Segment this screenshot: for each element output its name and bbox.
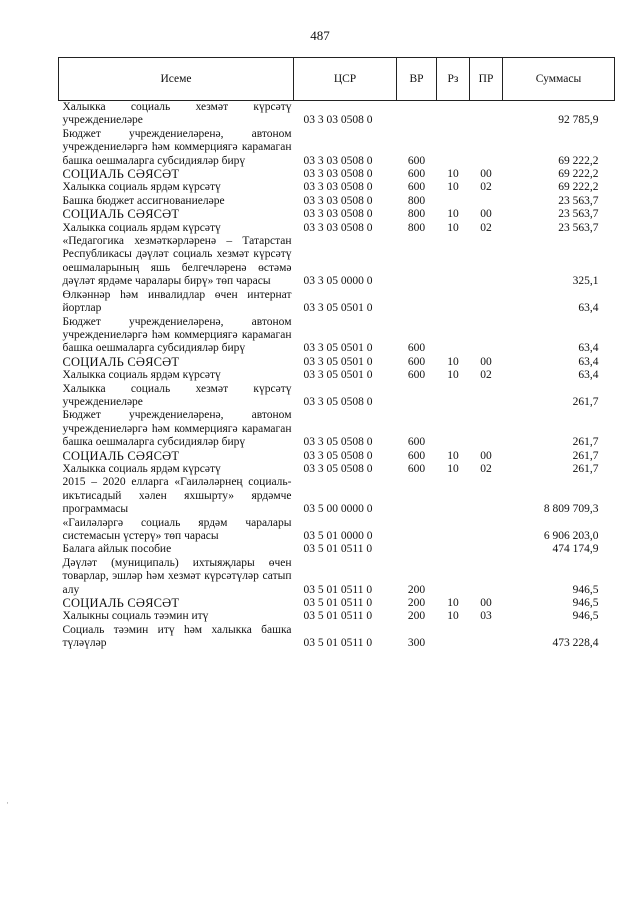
cell-vr xyxy=(397,543,437,556)
cell-csr: 03 3 05 0508 0 xyxy=(303,449,373,462)
cell-csr: 03 3 05 0501 0 xyxy=(303,342,373,355)
cell-name: Халыкка социаль ярдәм күрсәтү xyxy=(62,369,221,382)
cell-rz: 10 xyxy=(447,462,459,475)
table-row xyxy=(59,356,615,369)
header-rz: Рз xyxy=(437,58,470,101)
cell-vr: 600 xyxy=(407,369,426,382)
header-pr: ПР xyxy=(470,58,503,101)
cell-vr: 600 xyxy=(407,462,426,475)
cell-vr: 600 xyxy=(407,168,426,181)
cell-pr xyxy=(470,517,503,544)
cell-rz xyxy=(437,557,470,597)
header-csr: ЦСР xyxy=(294,58,397,101)
cell-pr xyxy=(470,409,503,449)
cell-pr: 00 xyxy=(480,355,492,368)
table-row xyxy=(59,610,615,623)
budget-table xyxy=(58,57,615,651)
cell-csr: 03 3 03 0508 0 xyxy=(303,221,373,234)
cell-vr: 200 xyxy=(407,597,426,610)
cell-rz xyxy=(437,316,470,356)
cell-name: СОЦИАЛЬ СӘЯСӘТ xyxy=(62,448,180,463)
table-row xyxy=(59,624,615,651)
header-name: Исеме xyxy=(59,58,294,101)
cell-sum: 63,4 xyxy=(578,342,599,355)
cell-rz xyxy=(437,543,470,556)
cell-name: Дәүләт (муниципаль) ихтыяҗлары өчен товарлар, эшләр һәм хезмәт күрсәтүләр сатып алу xyxy=(62,556,292,596)
cell-csr: 03 5 01 0511 0 xyxy=(303,637,373,650)
cell-rz xyxy=(437,409,470,449)
cell-csr: 03 3 03 0508 0 xyxy=(303,154,373,167)
cell-csr: 03 3 05 0501 0 xyxy=(303,302,373,315)
cell-rz xyxy=(437,235,470,289)
cell-csr: 03 3 03 0508 0 xyxy=(303,194,373,207)
cell-vr xyxy=(397,383,437,410)
cell-vr: 800 xyxy=(407,194,426,207)
cell-pr: 00 xyxy=(480,208,492,221)
cell-rz: 10 xyxy=(447,610,459,623)
cell-name: СОЦИАЛЬ СӘЯСӘТ xyxy=(62,207,180,222)
table-row xyxy=(59,235,615,289)
table-row xyxy=(59,181,615,194)
cell-sum: 6 906 203,0 xyxy=(543,530,599,542)
cell-rz: 10 xyxy=(447,449,459,462)
table-row xyxy=(59,557,615,597)
cell-vr: 600 xyxy=(407,355,426,368)
cell-name: Өлкәннәр һәм инвалидлар өчен интернат йортлар xyxy=(62,288,292,315)
cell-sum: 69 222,2 xyxy=(558,168,599,181)
cell-name: 2015 – 2020 елларга «Гаиләләрнең социаль-икътисадый хәлен яхшырту» ярдәмче программасы xyxy=(62,476,292,516)
table-row xyxy=(59,517,615,544)
cell-rz xyxy=(437,128,470,168)
cell-csr: 03 5 01 0511 0 xyxy=(303,597,373,610)
cell-rz: 10 xyxy=(447,221,459,234)
cell-csr: 03 3 03 0508 0 xyxy=(303,168,373,181)
cell-name: Бюджет учреждениеләренә, автоном учреждениеләргә һәм коммерциягә карамаган башка оешмаларга субсидияләр бирү xyxy=(62,127,292,167)
cell-sum: 261,7 xyxy=(572,449,599,462)
cell-pr: 00 xyxy=(480,168,492,181)
cell-rz xyxy=(437,476,470,516)
cell-vr: 600 xyxy=(407,154,426,167)
cell-vr xyxy=(397,101,437,128)
cell-sum: 8 809 709,3 xyxy=(543,503,599,516)
cell-name: Халыкка социаль ярдәм күрсәтү xyxy=(62,221,221,234)
cell-sum: 325,1 xyxy=(572,275,599,288)
cell-name: Халыкка социаль ярдәм күрсәтү xyxy=(62,462,221,475)
cell-pr xyxy=(470,316,503,356)
cell-sum: 69 222,2 xyxy=(558,154,599,167)
table-row xyxy=(59,409,615,449)
table-row xyxy=(59,383,615,410)
cell-vr: 600 xyxy=(407,181,426,194)
cell-vr: 800 xyxy=(407,221,426,234)
cell-pr xyxy=(470,128,503,168)
cell-csr: 03 3 05 0501 0 xyxy=(303,355,373,368)
cell-rz xyxy=(437,624,470,651)
cell-csr: 03 3 05 0508 0 xyxy=(303,395,373,408)
cell-pr xyxy=(470,624,503,651)
table-row xyxy=(59,597,615,610)
table-row xyxy=(59,289,615,316)
cell-pr: 00 xyxy=(480,449,492,462)
table-row xyxy=(59,208,615,221)
cell-vr xyxy=(397,289,437,316)
cell-sum: 261,7 xyxy=(572,436,599,449)
table-row xyxy=(59,222,615,235)
cell-sum: 23 563,7 xyxy=(558,194,599,207)
table-row xyxy=(59,128,615,168)
cell-name: СОЦИАЛЬ СӘЯСӘТ xyxy=(62,167,180,182)
cell-csr: 03 5 00 0000 0 xyxy=(303,503,373,516)
cell-vr: 200 xyxy=(407,583,426,596)
header-sum: Суммасы xyxy=(503,58,615,101)
cell-name: Бюджет учреждениеләренә, автоном учреждениеләргә һәм коммерциягә карамаган башка оешмаларга субсидияләр бирү xyxy=(62,315,292,355)
table-row xyxy=(59,101,615,128)
cell-sum: 23 563,7 xyxy=(558,221,599,234)
cell-rz xyxy=(437,101,470,128)
cell-vr: 600 xyxy=(407,449,426,462)
cell-csr: 03 3 05 0501 0 xyxy=(303,369,373,382)
cell-name: СОЦИАЛЬ СӘЯСӘТ xyxy=(62,596,180,611)
cell-pr xyxy=(470,476,503,516)
cell-rz: 10 xyxy=(447,181,459,194)
cell-sum: 473 228,4 xyxy=(552,637,599,650)
header-vr: ВР xyxy=(397,58,437,101)
cell-pr: 02 xyxy=(480,181,492,194)
cell-name: Халыкка социаль хезмәт күрсәтү учреждениеләре xyxy=(62,101,292,127)
cell-vr: 800 xyxy=(407,208,426,221)
cell-vr xyxy=(397,235,437,289)
table-row xyxy=(59,316,615,356)
cell-sum: 23 563,7 xyxy=(558,208,599,221)
table-row xyxy=(59,168,615,181)
table-header-row xyxy=(59,58,615,101)
cell-pr xyxy=(470,235,503,289)
cell-name: Балага айлык пособие xyxy=(62,543,172,556)
cell-sum: 946,5 xyxy=(572,583,599,596)
cell-sum: 946,5 xyxy=(572,597,599,610)
cell-csr: 03 5 01 0000 0 xyxy=(303,530,373,542)
cell-sum: 261,7 xyxy=(572,395,599,408)
cell-name: Халыкка социаль ярдәм күрсәтү xyxy=(62,181,221,194)
margin-mark: · xyxy=(6,798,9,808)
cell-vr: 600 xyxy=(407,342,426,355)
cell-pr: 03 xyxy=(480,610,492,623)
cell-sum: 261,7 xyxy=(572,462,599,475)
cell-vr xyxy=(397,476,437,516)
cell-rz: 10 xyxy=(447,168,459,181)
cell-pr xyxy=(470,543,503,556)
table-row xyxy=(59,450,615,463)
cell-csr: 03 3 05 0508 0 xyxy=(303,462,373,475)
cell-pr xyxy=(470,101,503,128)
cell-pr: 02 xyxy=(480,221,492,234)
cell-pr xyxy=(470,557,503,597)
cell-sum: 63,4 xyxy=(578,369,599,382)
cell-name: «Педагогика хезмәткәрләренә – Татарстан Республикасы дәүләт социаль хезмәт күрсәтү оешмаларының яшь белгечләренә өстәмә дәүләт ярдәме чаралары бирү» төп чарасы xyxy=(62,235,292,288)
cell-csr: 03 5 01 0511 0 xyxy=(303,543,373,556)
table-row xyxy=(59,543,615,556)
cell-sum: 92 785,9 xyxy=(558,114,599,127)
table-row xyxy=(59,463,615,476)
cell-rz: 10 xyxy=(447,355,459,368)
cell-csr: 03 5 01 0511 0 xyxy=(303,583,373,596)
cell-csr: 03 5 01 0511 0 xyxy=(303,610,373,623)
cell-pr: 02 xyxy=(480,369,492,382)
cell-name: «Гаиләләргә социаль ярдәм чаралары системасын үстерү» төп чарасы xyxy=(62,516,292,542)
cell-name: Бюджет учреждениеләренә, автоном учреждениеләргә һәм коммерциягә карамаган башка оешмаларга субсидияләр бирү xyxy=(62,409,292,449)
cell-csr: 03 3 03 0508 0 xyxy=(303,181,373,194)
cell-vr: 200 xyxy=(407,610,426,623)
cell-vr: 600 xyxy=(407,436,426,449)
cell-name: Социаль тәэмин итү һәм халыкка башка түләүләр xyxy=(62,623,292,650)
cell-name: Башка бюджет ассигнованиеләре xyxy=(62,194,225,207)
table-row xyxy=(59,195,615,208)
cell-rz xyxy=(437,383,470,410)
cell-pr: 02 xyxy=(480,462,492,475)
cell-rz: 10 xyxy=(447,369,459,382)
cell-rz: 10 xyxy=(447,208,459,221)
cell-rz: 10 xyxy=(447,597,459,610)
cell-csr: 03 3 03 0508 0 xyxy=(303,208,373,221)
cell-name: СОЦИАЛЬ СӘЯСӘТ xyxy=(62,354,180,369)
cell-csr: 03 3 05 0000 0 xyxy=(303,275,373,288)
cell-sum: 69 222,2 xyxy=(558,181,599,194)
cell-rz xyxy=(437,289,470,316)
table-body xyxy=(59,101,615,651)
cell-name: Халыкны социаль тәэмин итү xyxy=(62,610,209,623)
cell-sum: 474 174,9 xyxy=(552,543,599,556)
table-row xyxy=(59,369,615,382)
cell-vr xyxy=(397,517,437,544)
cell-sum: 946,5 xyxy=(572,610,599,623)
cell-csr: 03 3 05 0508 0 xyxy=(303,436,373,449)
cell-name: Халыкка социаль хезмәт күрсәтү учреждениеләре xyxy=(62,382,292,408)
cell-pr xyxy=(470,195,503,208)
cell-pr: 00 xyxy=(480,597,492,610)
cell-vr: 300 xyxy=(407,637,426,650)
cell-rz xyxy=(437,195,470,208)
cell-sum: 63,4 xyxy=(578,302,599,315)
cell-rz xyxy=(437,517,470,544)
cell-pr xyxy=(470,383,503,410)
page-number: 487 xyxy=(310,28,330,43)
cell-csr: 03 3 03 0508 0 xyxy=(303,114,373,127)
table-row xyxy=(59,476,615,516)
cell-pr xyxy=(470,289,503,316)
cell-sum: 63,4 xyxy=(578,355,599,368)
